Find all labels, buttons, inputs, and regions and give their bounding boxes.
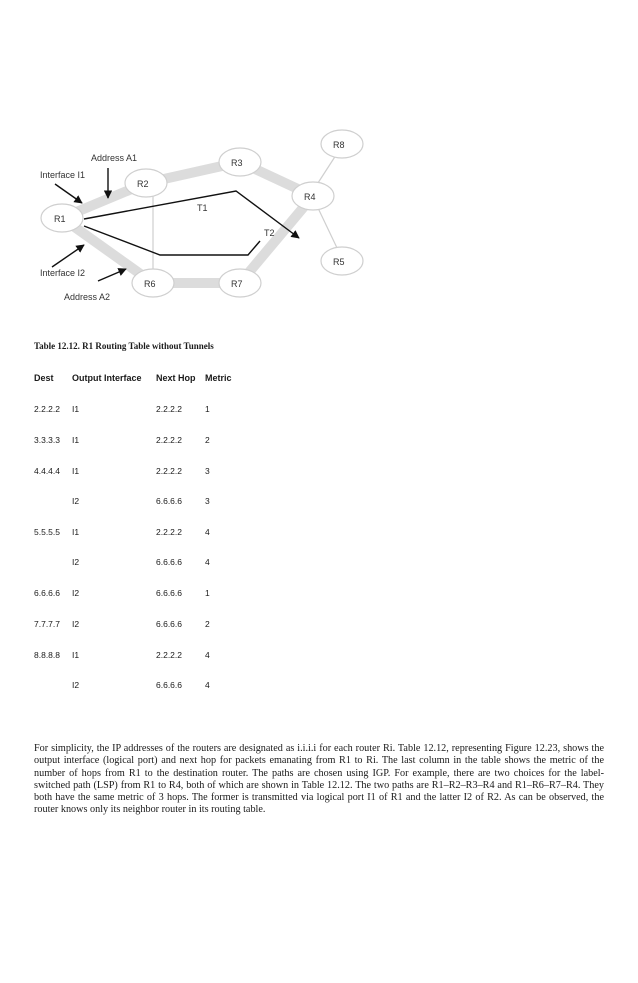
cell-metric: 4 — [205, 680, 210, 690]
cell-iface: I1 — [72, 404, 80, 414]
cell-hop: 2.2.2.2 — [156, 650, 182, 660]
cell-metric: 3 — [205, 496, 210, 506]
cell-dest: 2.2.2.2 — [34, 404, 60, 414]
cell-iface: I1 — [72, 527, 80, 537]
cell-dest: 5.5.5.5 — [34, 527, 60, 537]
cell-metric: 4 — [205, 650, 210, 660]
router-r4-label: R4 — [304, 192, 316, 202]
header-output-interface: Output Interface — [72, 373, 142, 383]
cell-iface: I1 — [72, 466, 80, 476]
interface-i1-arrow — [55, 184, 82, 203]
cell-metric: 2 — [205, 435, 210, 445]
interface-i2-label: Interface I2 — [40, 268, 86, 278]
cell-hop: 6.6.6.6 — [156, 557, 182, 567]
cell-iface: I2 — [72, 496, 80, 506]
body-paragraph: For simplicity, the IP addresses of the routers are designated as i.i.i.i for each router Ri. Table 12.12, representing Figure 12.23, shows the output interface (logical port) and next hop for packets emanating from R1 to Ri. The last column in the table shows the metric of the number of hops from R1 to the destination router. The paths are chosen using IGP. For example, there are two choices for the label-switched path (LSP) from R1 to R4, both of which are shown in Table 12.12. The two paths are R1–R2–R3–R4 and R1–R6–R7–R4. They both have the same metric of 3 hops. The former is transmitted via logical port I1 of R1 and the latter I2 of R2. As can be observed, the router knows only its neighbor router in its routing table. — [34, 743, 604, 816]
address-a2-arrow — [98, 269, 126, 281]
router-nodes — [41, 130, 363, 297]
interface-i1-label: Interface I1 — [40, 170, 86, 180]
cell-metric: 4 — [205, 527, 210, 537]
cell-metric: 4 — [205, 557, 210, 567]
cell-hop: 6.6.6.6 — [156, 680, 182, 690]
tunnel-t2-label: T2 — [264, 228, 275, 238]
cell-dest: 7.7.7.7 — [34, 619, 60, 629]
cell-iface: I2 — [72, 680, 80, 690]
cell-hop: 2.2.2.2 — [156, 435, 182, 445]
cell-metric: 1 — [205, 404, 210, 414]
cell-iface: I1 — [72, 435, 80, 445]
cell-hop: 2.2.2.2 — [156, 404, 182, 414]
router-r6-label: R6 — [144, 279, 156, 289]
cell-hop: 2.2.2.2 — [156, 466, 182, 476]
cell-metric: 3 — [205, 466, 210, 476]
router-r7-label: R7 — [231, 279, 243, 289]
cell-iface: I2 — [72, 557, 80, 567]
cell-iface: I1 — [72, 650, 80, 660]
cell-dest: 8.8.8.8 — [34, 650, 60, 660]
router-links — [62, 162, 313, 283]
table-caption: Table 12.12. R1 Routing Table without Tunnels — [34, 341, 214, 351]
interface-i2-arrow — [52, 245, 84, 267]
network-diagram — [0, 0, 638, 320]
router-r1-label: R1 — [54, 214, 66, 224]
cell-iface: I2 — [72, 588, 80, 598]
cell-hop: 2.2.2.2 — [156, 527, 182, 537]
address-a2-label: Address A2 — [64, 292, 111, 302]
router-r3-label: R3 — [231, 158, 243, 168]
tunnel-t1-label: T1 — [197, 203, 208, 213]
header-metric: Metric — [205, 373, 232, 383]
cell-dest: 4.4.4.4 — [34, 466, 60, 476]
cell-metric: 2 — [205, 619, 210, 629]
cell-hop: 6.6.6.6 — [156, 496, 182, 506]
cell-iface: I2 — [72, 619, 80, 629]
cell-dest: 3.3.3.3 — [34, 435, 60, 445]
header-next-hop: Next Hop — [156, 373, 196, 383]
cell-metric: 1 — [205, 588, 210, 598]
cell-dest: 6.6.6.6 — [34, 588, 60, 598]
router-r2-label: R2 — [137, 179, 149, 189]
address-a1-label: Address A1 — [91, 153, 138, 163]
cell-hop: 6.6.6.6 — [156, 588, 182, 598]
cell-hop: 6.6.6.6 — [156, 619, 182, 629]
header-dest: Dest — [34, 373, 54, 383]
router-r5-label: R5 — [333, 257, 345, 267]
router-r8-label: R8 — [333, 140, 345, 150]
